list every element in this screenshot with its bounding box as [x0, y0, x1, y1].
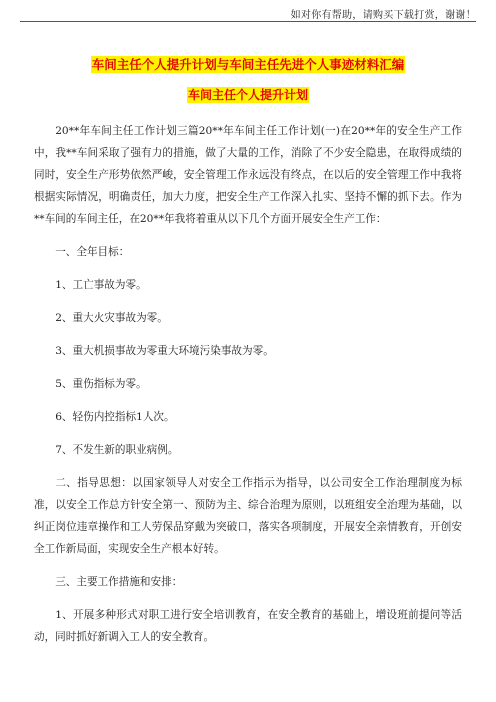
intro-paragraph: 20**年车间主任工作计划三篇20**年车间主任工作计划(一)在20**年的安全生产工作中，我**车间采取了强有力的措施，做了大量的工作，消除了不少安全隐患，在取得成绩的同时，安全生产形势依然严峻，安全管理工作永远没有终点，在以后的安全管理工作中我将根据实际情况，明确责任，加大力度，把安全生产工作深入扎实、坚持不懈的抓下去。作为**车间的车间主任，在20**年我将着重从以下几个方面开展安全生产工作： — [34, 125, 462, 225]
goal-item: 2、重大火灾事故为零。 — [55, 312, 168, 324]
guiding-principle-paragraph: 二、指导思想：以国家领导人对安全工作指示为指导，以公司安全工作治理制度为标准，以安全工作总方针安全第一、预防为主、综合治理为原则，以班组安全治理为基础，以纠正岗位违章操作和工人劳保品穿戴为突破口，落实各项制度，开展安全亲情教育，开创安全工作新局面，实现安全生产根本好转。 — [34, 477, 462, 555]
goal-item: 1、工亡事故为零。 — [55, 279, 147, 291]
goal-item: 3、重大机损事故为零重大环境污染事故为零。 — [55, 345, 274, 357]
section-title — [0, 84, 496, 103]
document-title — [0, 54, 496, 73]
goal-item: 6、轻伤内控指标1人次。 — [55, 411, 175, 423]
measures-heading: 三、主要工作措施和安排： — [55, 576, 183, 588]
measure-item: 1、开展多种形式对职工进行安全培训教育，在安全教育的基础上，增设班前提问等活动，同时抓好新调入工人的安全教育。 — [34, 609, 462, 643]
goal-heading: 一、全年目标： — [55, 246, 130, 258]
document-body — [34, 120, 462, 648]
document-title-text: 车间主任个人提升计划与车间主任先进个人事迹材料汇编 — [91, 57, 405, 72]
section-title-text: 车间主任个人提升计划 — [187, 88, 308, 102]
goal-item: 5、重伤指标为零。 — [55, 378, 147, 390]
download-note: 如对你有帮助，请购买下载打赏，谢谢！ — [290, 10, 476, 21]
goal-item: 7、不发生新的职业病例。 — [55, 444, 179, 456]
header-divider — [20, 21, 476, 22]
